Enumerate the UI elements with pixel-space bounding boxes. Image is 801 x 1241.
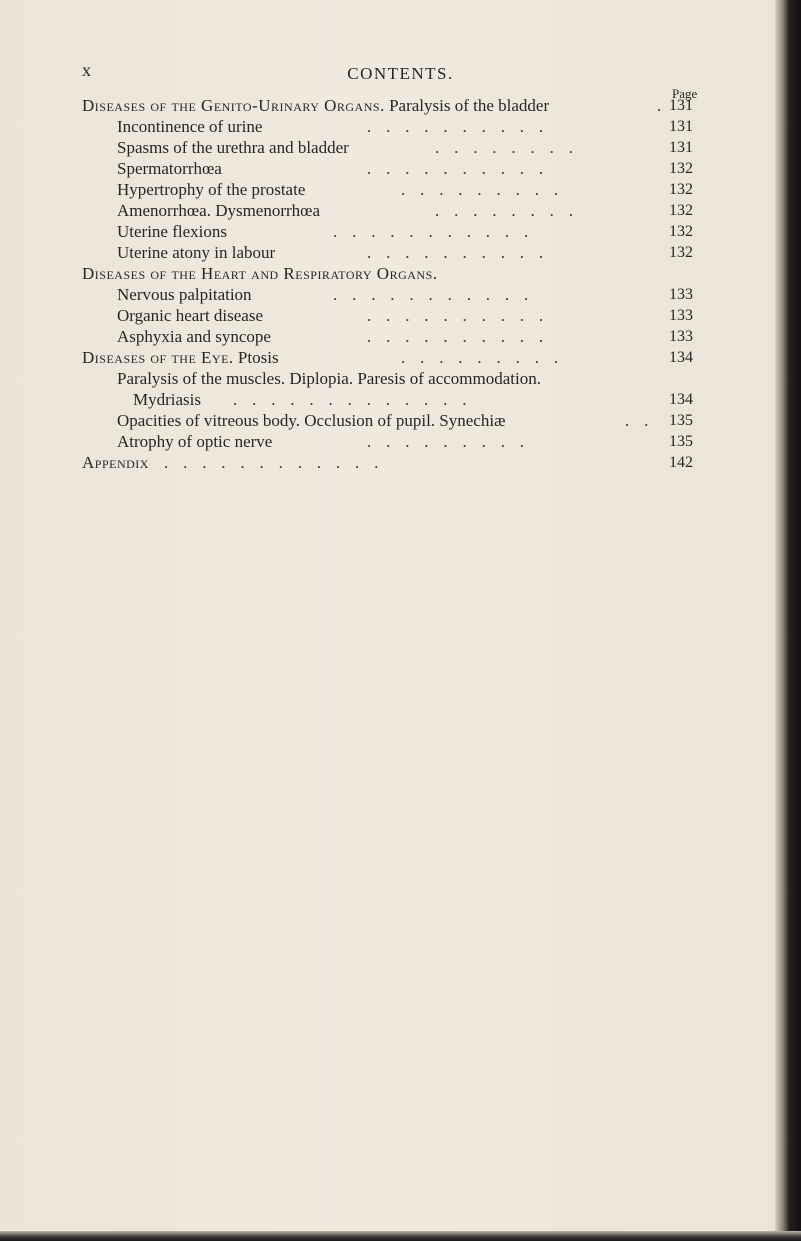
- toc-section-heading: [82, 264, 702, 284]
- toc-entry: [117, 243, 702, 263]
- toc-entry-text: Organic heart disease: [117, 306, 264, 325]
- toc-entry-text: Paralysis of the muscles. Diplopia. Paresis of accommodation.: [117, 369, 541, 388]
- toc-leader-dots: . . . . . . . . . .: [367, 243, 549, 262]
- page-folio: x: [82, 60, 91, 80]
- toc-entry: [117, 222, 702, 242]
- toc-leader-dots: . . . . . . . . . .: [367, 117, 549, 136]
- toc-leader-dots: . . . . . . . . . .: [367, 327, 549, 346]
- page-title: CONTENTS.: [347, 64, 454, 83]
- toc-page-number: 132: [669, 244, 693, 261]
- toc-entry-text: Diseases of the Eye.: [82, 348, 234, 367]
- toc-entry: [82, 348, 702, 368]
- toc-leader-dots: . . . . . . . . .: [367, 432, 530, 451]
- toc-entry: [117, 411, 702, 431]
- toc-entry-text: Opacities of vitreous body. Occlusion of pupil. Synechiæ: [117, 411, 506, 430]
- toc-entry-text: Diseases of the Genito-Urinary Organs.: [82, 96, 385, 115]
- toc-page-number: 132: [669, 181, 693, 198]
- toc-entry-text: Uterine atony in labour: [117, 243, 276, 262]
- toc-entry-text: Nervous palpitation: [117, 285, 252, 304]
- toc-entry-text: Spasms of the urethra and bladder: [117, 138, 349, 157]
- toc-leader-dots: . . . . . . . .: [435, 138, 579, 157]
- toc-leader-dots: . . . . . . . . . .: [367, 306, 549, 325]
- toc-entry: [82, 453, 702, 473]
- toc-entry: [117, 432, 702, 452]
- toc-page-number: 142: [669, 454, 693, 471]
- toc-page-number: 132: [669, 223, 693, 240]
- toc-entry: [117, 306, 702, 326]
- toc-entry-text: Atrophy of optic nerve: [117, 432, 273, 451]
- toc-page-number: 133: [669, 286, 693, 303]
- book-binding-edge: [775, 0, 801, 1241]
- toc-page-number: 134: [669, 349, 693, 366]
- toc-entry-text: Uterine flexions: [117, 222, 227, 241]
- toc-page-number: 131: [669, 139, 693, 156]
- toc-entry-text: Mydriasis: [133, 390, 201, 409]
- toc-entry-text: Spermatorrhœa: [117, 159, 222, 178]
- toc-leader-dots: . . . . . . . . .: [401, 180, 564, 199]
- toc-entry: [117, 369, 702, 389]
- toc-entry: [117, 117, 702, 137]
- toc-entry-text: Appendix: [82, 453, 149, 472]
- toc-leader-dots: . . . . . . . . . . .: [333, 222, 534, 241]
- toc-page-number: 131: [669, 97, 693, 114]
- toc-entry: [117, 180, 702, 200]
- toc-page-number: 132: [669, 202, 693, 219]
- toc-entry: [117, 138, 702, 158]
- toc-entry: [117, 285, 702, 305]
- toc-page-number: 133: [669, 307, 693, 324]
- toc-page-number: 135: [669, 433, 693, 450]
- toc-entry-text: Incontinence of urine: [117, 117, 263, 136]
- page-column-label: Page: [672, 86, 698, 101]
- toc-entry-text: Hypertrophy of the prostate: [117, 180, 306, 199]
- toc-entry-text: Asphyxia and syncope: [117, 327, 271, 346]
- toc-leader-dots: . . . . . . . . . . . . .: [233, 390, 472, 409]
- toc-leader-dots: . . . . . . . . .: [401, 348, 564, 367]
- toc-entry-text: Diseases of the Heart and Respiratory Organs.: [82, 264, 438, 283]
- toc-entry: [133, 390, 702, 410]
- toc-entry-text: Amenorrhœa. Dysmenorrhœa: [117, 201, 320, 220]
- toc-leader-dots: . . . . . . . . . . .: [333, 285, 534, 304]
- toc-page-number: 132: [669, 160, 693, 177]
- toc-page-number: 134: [669, 391, 693, 408]
- toc-entry: [82, 96, 702, 116]
- toc-entry-subtext: Paralysis of the bladder: [389, 96, 550, 115]
- toc-page-number: 135: [669, 412, 693, 429]
- toc-leader-dots: .: [657, 96, 667, 115]
- toc-leader-dots: . . . . . . . .: [435, 201, 579, 220]
- toc-leader-dots: . . . . . . . . . .: [367, 159, 549, 178]
- toc-page-number: 131: [669, 118, 693, 135]
- toc-leader-dots: . .: [625, 411, 654, 430]
- toc-leader-dots: . . . . . . . . . . . .: [164, 453, 384, 472]
- toc-entry-subtext: Ptosis: [237, 348, 279, 367]
- toc-entry: [117, 159, 702, 179]
- toc-entry: [117, 327, 702, 347]
- page-bottom-edge: [0, 1231, 801, 1241]
- toc-entry: [117, 201, 702, 221]
- toc-page-number: 133: [669, 328, 693, 345]
